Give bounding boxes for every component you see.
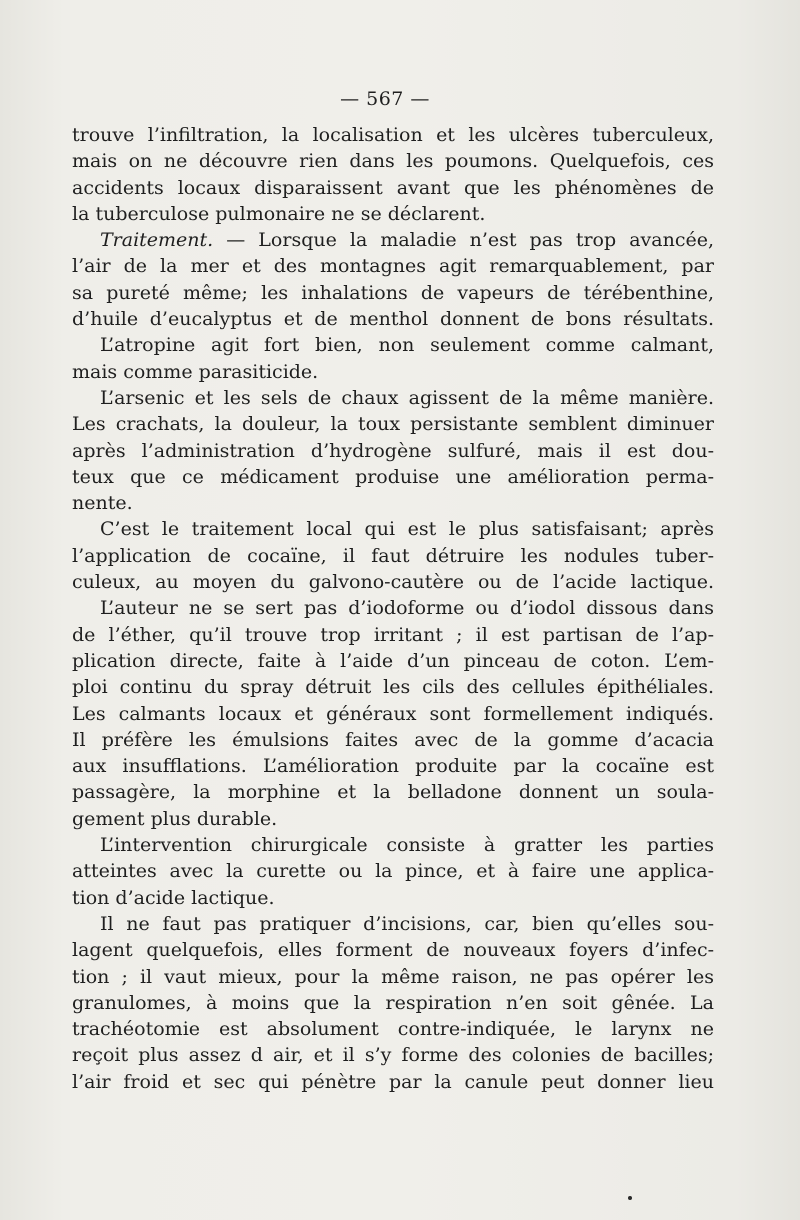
text-line: la tuberculose pulmonaire ne se déclarent. <box>72 202 486 225</box>
text-line: L’auteur ne se sert pas d’iodoforme ou d’iodol dissous dans <box>100 597 714 620</box>
text-line: de l’éther, qu’il trouve trop irritant ; il est partisan de l’ap- <box>72 623 714 646</box>
ink-speck <box>628 1196 632 1200</box>
text-line: reçoit plus assez d air, et il s’y forme des colonies de bacilles; <box>72 1044 714 1067</box>
paragraph-2 <box>72 332 714 385</box>
text-line: ploi continu du spray détruit les cils des cellules épithéliales. <box>72 676 714 699</box>
section-title: Traitement. <box>100 229 214 252</box>
text-line <box>72 227 714 253</box>
text-line: d’huile d’eucalyptus et de menthol donnent de bons résultats. <box>72 308 714 331</box>
text-span: — Lorsque la maladie n’est pas trop avancée, <box>213 229 714 252</box>
text-line: lagent quelquefois, elles forment de nouveaux foyers d’infec- <box>72 939 714 962</box>
text-line: tion ; il vaut mieux, pour la même raison, ne pas opérer les <box>72 965 714 988</box>
paragraph-0 <box>72 122 714 227</box>
text-line: atteintes avec la curette ou la pince, et à faire une applica- <box>72 860 714 883</box>
paragraph-6 <box>72 832 714 911</box>
text-line: sa pureté même; les inhalations de vapeurs de térébenthine, <box>72 281 714 304</box>
text-line: accidents locaux disparaissent avant que les phénomènes de <box>72 176 714 199</box>
text-line: l’application de cocaïne, il faut détruire les nodules tuber- <box>72 544 714 567</box>
text-line: L’intervention chirurgicale consiste à gratter les parties <box>100 834 714 857</box>
text-line: trachéotomie est absolument contre-indiquée, le larynx ne <box>72 1018 714 1041</box>
page-number: — 567 — <box>340 88 430 110</box>
text-line: L’arsenic et les sels de chaux agissent de la même manière. <box>100 386 714 409</box>
paragraph-1 <box>72 227 714 332</box>
text-line: Les crachats, la douleur, la toux persistante semblent diminuer <box>72 413 714 436</box>
paragraph-5 <box>72 595 714 832</box>
text-line: l’air froid et sec qui pénètre par la canule peut donner lieu <box>72 1070 714 1093</box>
text-line: tion d’acide lactique. <box>72 886 275 909</box>
text-line: passagère, la morphine et la belladone donnent un soula- <box>72 781 714 804</box>
text-line: plication directe, faite à l’aide d’un pinceau de coton. L’em- <box>72 649 714 672</box>
text-line: Il ne faut pas pratiquer d’incisions, car, bien qu’elles sou- <box>100 912 714 935</box>
text-line: culeux, au moyen du galvono-cautère ou de l’acide lactique. <box>72 571 714 594</box>
text-line: Il préfère les émulsions faites avec de la gomme d’acacia <box>72 728 714 751</box>
text-line: trouve l’infiltration, la localisation et les ulcères tuberculeux, <box>72 124 714 146</box>
text-line: gement plus durable. <box>72 807 278 830</box>
text-line: mais on ne découvre rien dans les poumons. Quelquefois, ces <box>72 150 714 173</box>
text-line: L’atropine agit fort bien, non seulement comme calmant, <box>100 334 714 357</box>
text-line: teux que ce médicament produise une amélioration perma- <box>72 465 714 488</box>
body-text <box>72 122 714 1095</box>
paragraph-7 <box>72 911 714 1095</box>
paragraph-4 <box>72 516 714 595</box>
text-line: aux insufflations. L’amélioration produite par la cocaïne est <box>72 755 714 778</box>
text-line: C’est le traitement local qui est le plus satisfaisant; après <box>100 518 714 541</box>
text-line: après l’administration d’hydrogène sulfuré, mais il est dou- <box>72 439 714 462</box>
text-line: l’air de la mer et des montagnes agit remarquablement, par <box>72 255 714 278</box>
text-line: nente. <box>72 492 133 515</box>
paragraph-3 <box>72 385 714 516</box>
text-line: Les calmants locaux et généraux sont formellement indiqués. <box>72 702 714 725</box>
text-line: mais comme parasiticide. <box>72 360 319 383</box>
text-line: granulomes, à moins que la respiration n’en soit gênée. La <box>72 991 714 1014</box>
